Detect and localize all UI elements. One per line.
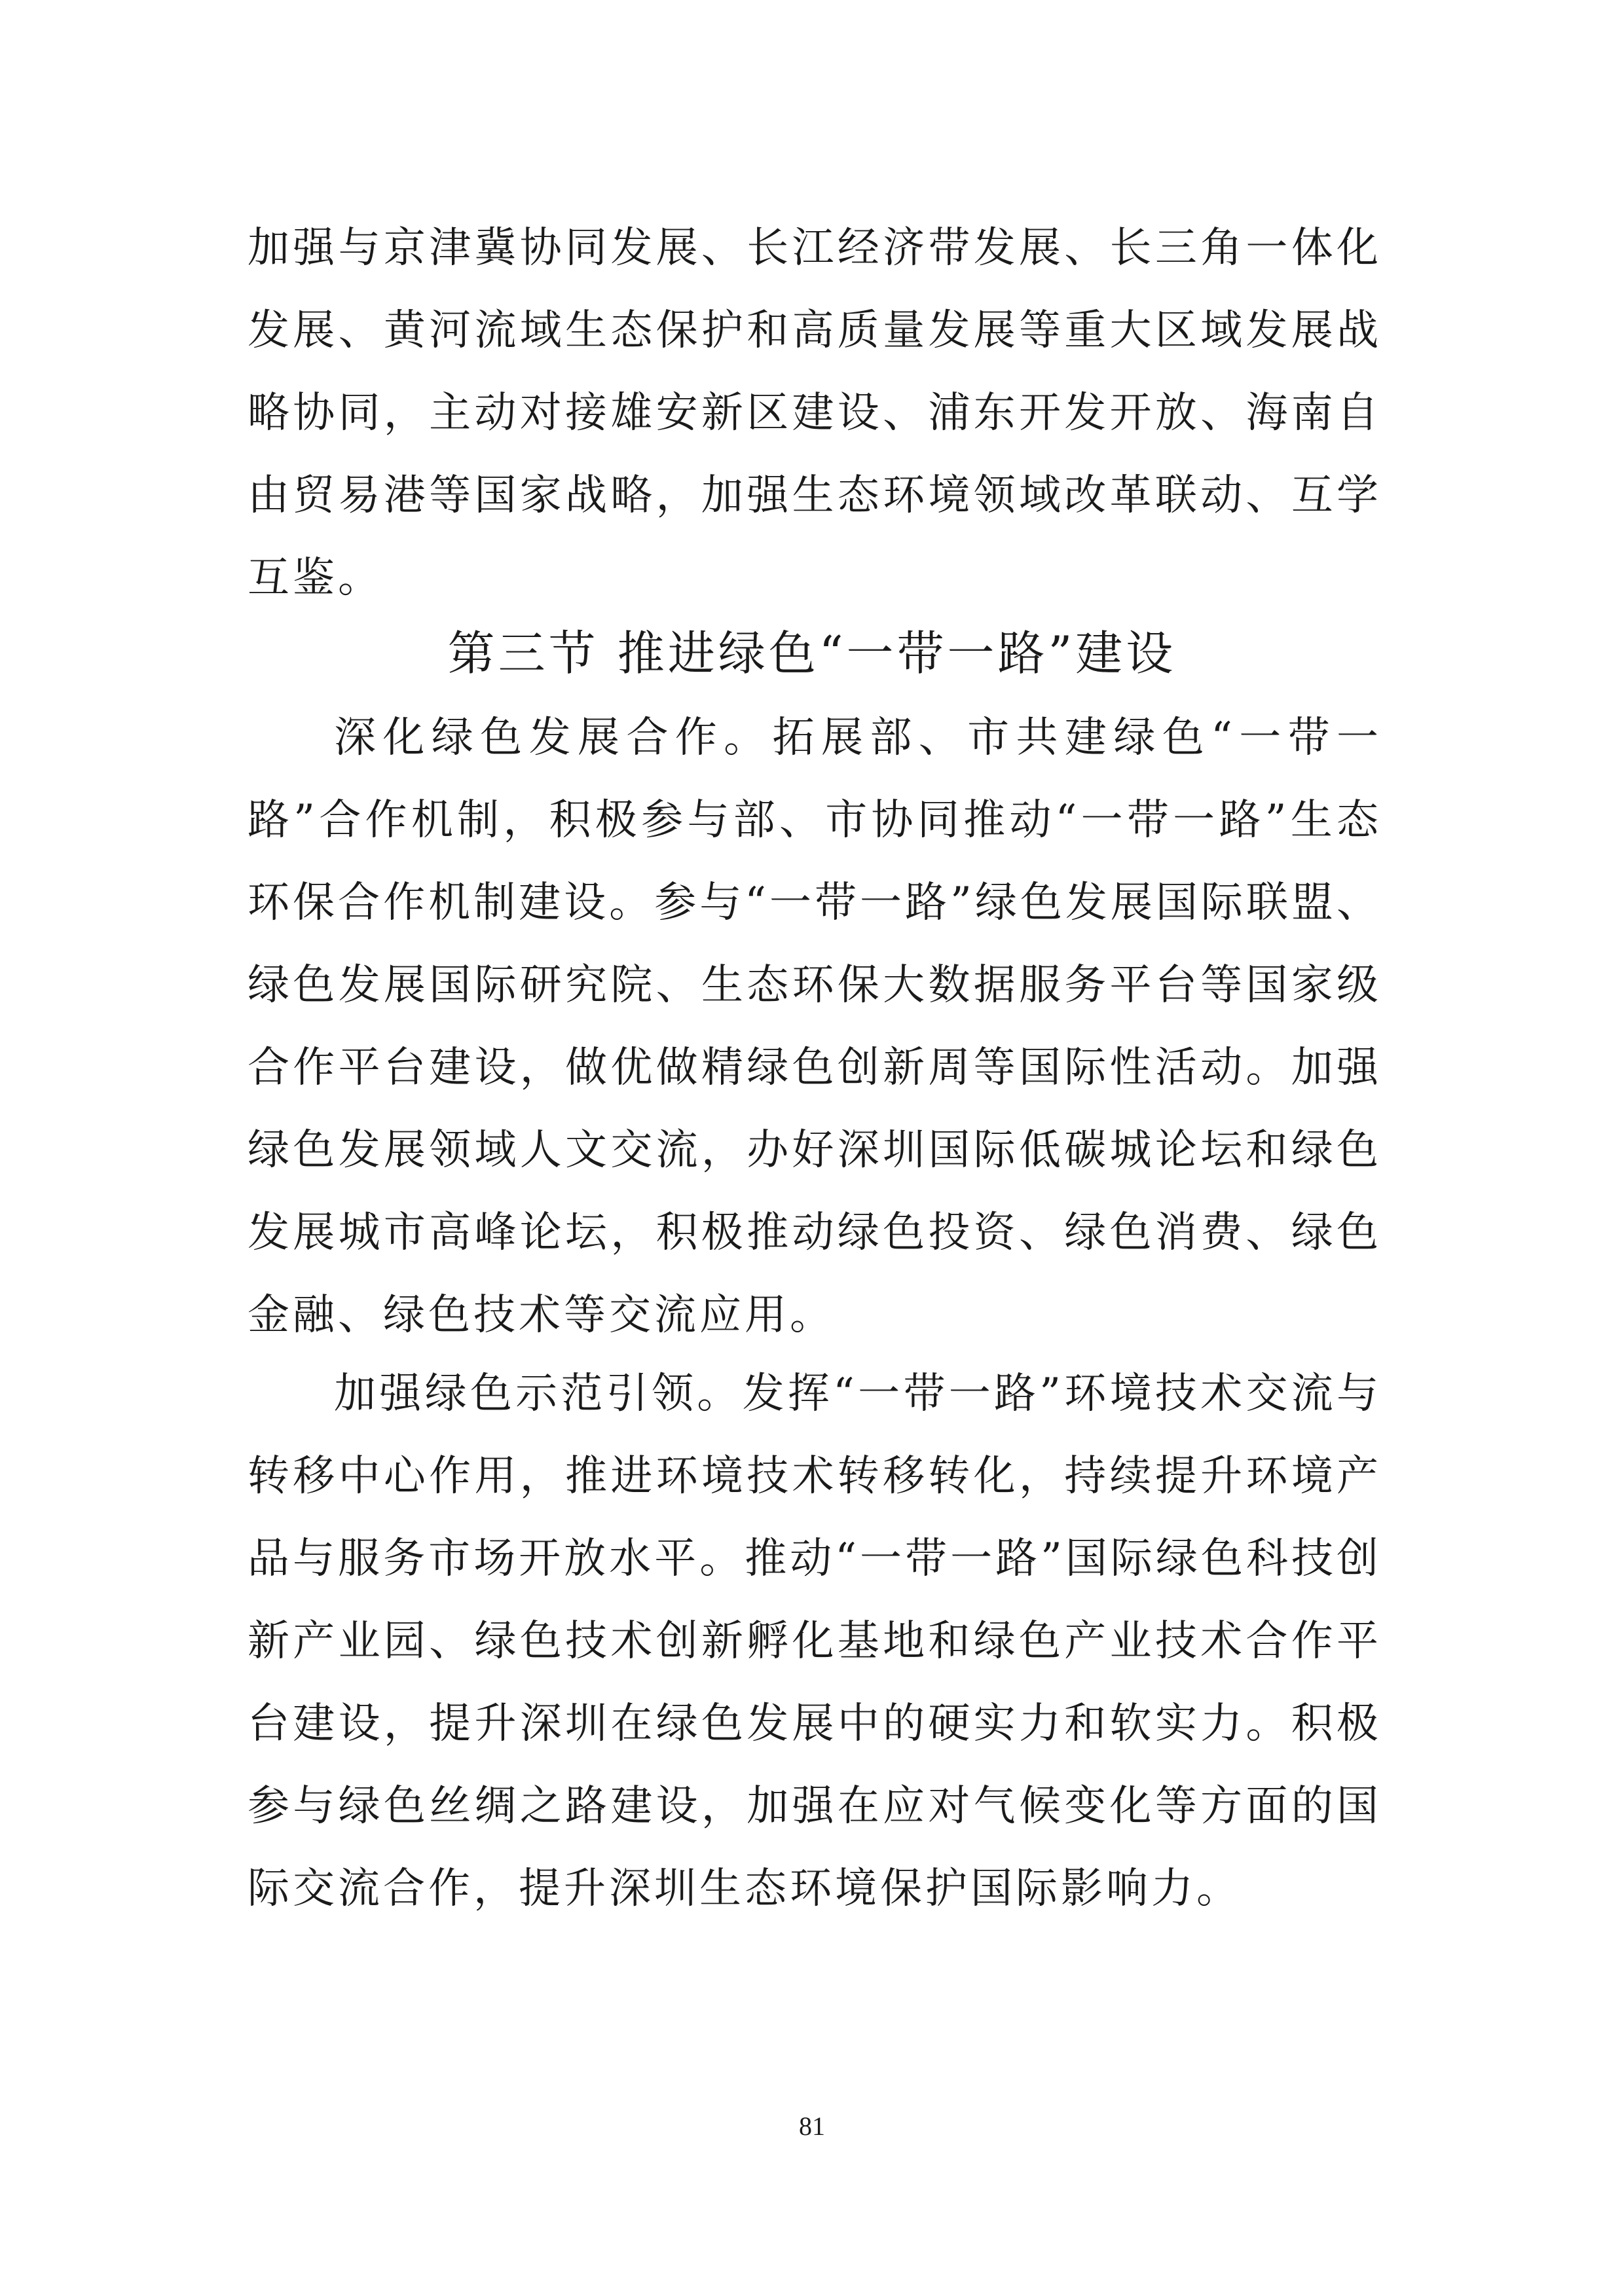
paragraph-green-demonstration bbox=[248, 1353, 1382, 1930]
paragraph-lead-green-demonstration: 加强绿色示范引领。 bbox=[334, 1370, 743, 1418]
section-title: 推进绿色“一带一路”建设 bbox=[617, 626, 1177, 681]
paragraph-body-green-demonstration: 发挥“一带一路”环境技术交流与转移中心作用，推进环境技术转移转化，持续提升环境产品与服务市场开放水平。推动“一带一路”国际绿色科技创新产业园、绿色技术创新孵化基地和绿色产业技术合作平台建设，提升深圳在绿色发展中的硬实力和软实力。积极参与绿色丝绸之路建设，加强在应对气候变化等方面的国际交流合作，提升深圳生态环境保护国际影响力。 bbox=[248, 1370, 1382, 1913]
paragraph-regional-coordination: 加强与京津冀协同发展、长江经济带发展、长三角一体化发展、黄河流域生态保护和高质量发展等重大区域发展战略协同，主动对接雄安新区建设、浦东开发开放、海南自由贸易港等国家战略，加强生态环境领域改革联动、互学互鉴。 bbox=[248, 224, 1382, 602]
paragraph-lead-green-cooperation: 深化绿色发展合作。 bbox=[334, 714, 773, 762]
section-heading bbox=[0, 612, 1624, 695]
paragraph-green-cooperation bbox=[248, 697, 1382, 1357]
paragraph-body-green-cooperation: 拓展部、市共建绿色“一带一路”合作机制，积极参与部、市协同推动“一带一路”生态环保合作机制建设。参与“一带一路”绿色发展国际联盟、绿色发展国际研究院、生态环保大数据服务平台等国家级合作平台建设，做优做精绿色创新周等国际性活动。加强绿色发展领域人文交流，办好深圳国际低碳城论坛和绿色发展城市高峰论坛，积极推动绿色投资、绿色消费、绿色金融、绿色技术等交流应用。 bbox=[248, 714, 1382, 1339]
page-number: 81 bbox=[799, 2111, 825, 2141]
section-number: 第三节 bbox=[447, 626, 599, 681]
